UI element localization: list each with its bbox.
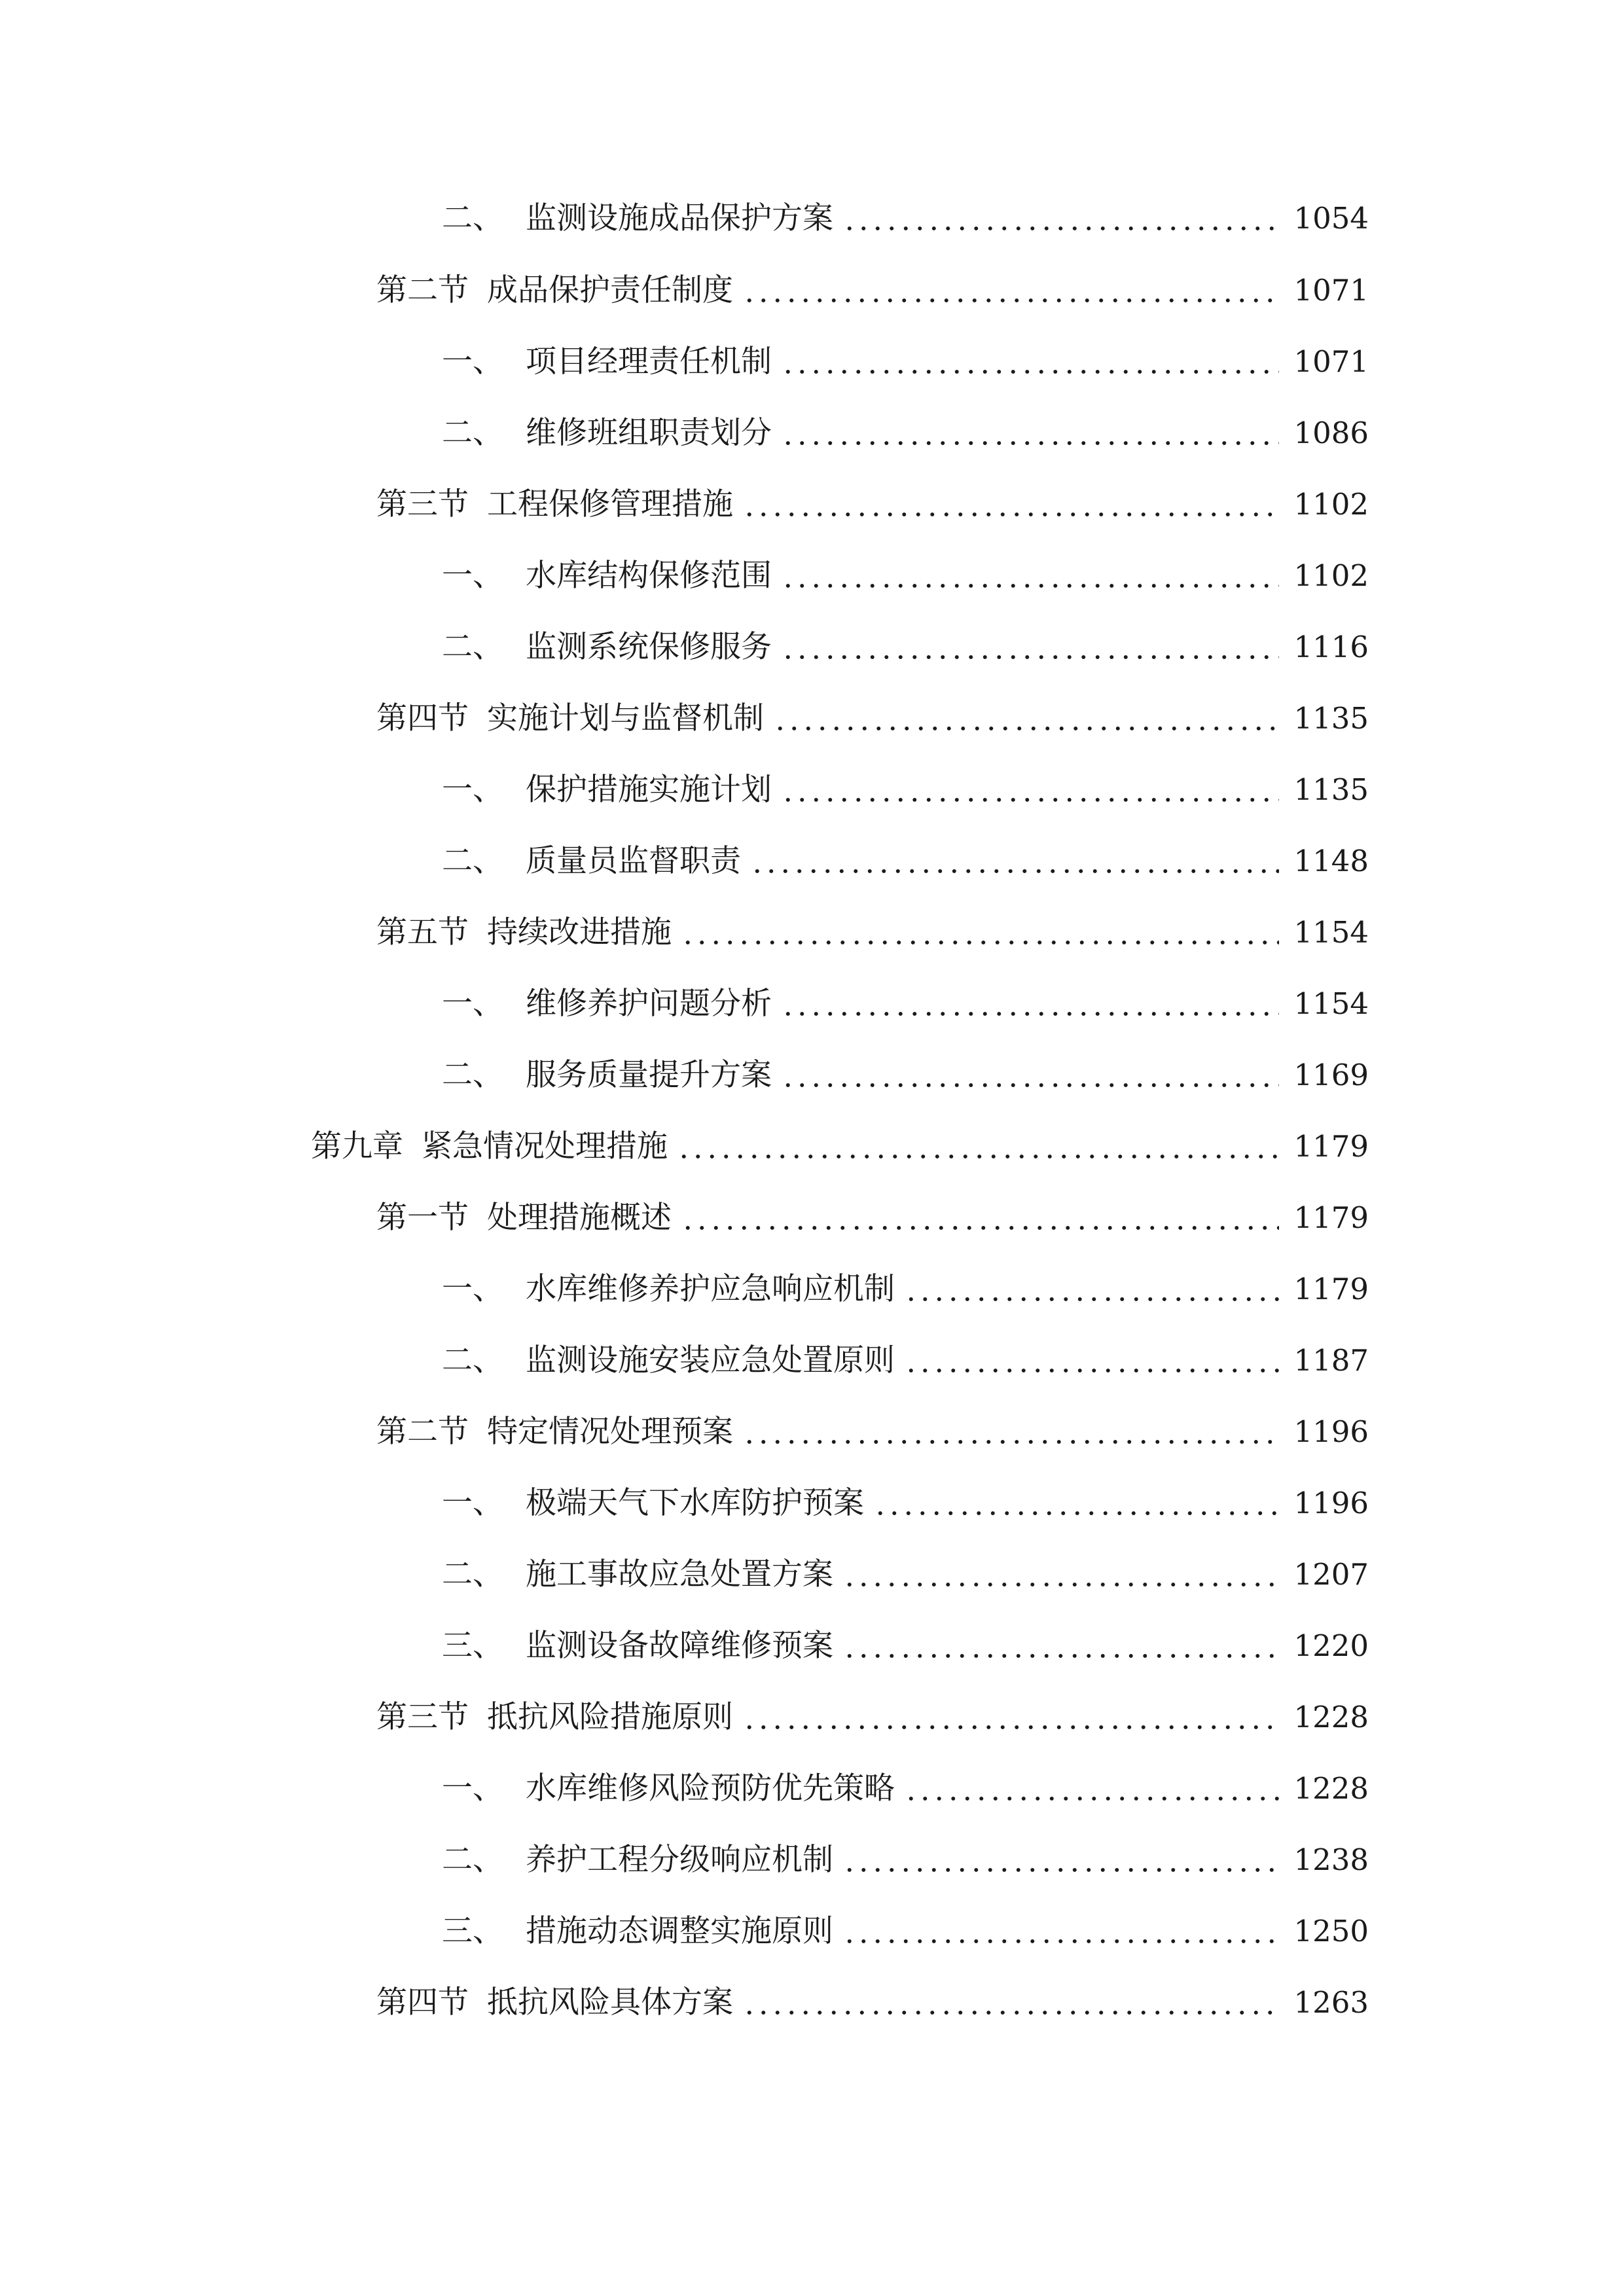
toc-entry-page-number: 1135 (1293, 701, 1369, 736)
dot-leader (781, 582, 1279, 590)
toc-entry-page-number: 1154 (1293, 986, 1369, 1021)
toc-entry-page-number: 1102 (1293, 487, 1369, 522)
toc-entry-number: 二、 (442, 415, 503, 451)
toc-entry-page-number: 1102 (1293, 558, 1369, 593)
toc-entry[interactable] (376, 699, 1369, 738)
toc-entry-title: 抵抗风险措施原则 (487, 1699, 733, 1735)
toc-entry[interactable] (442, 770, 1369, 810)
toc-entry[interactable] (442, 1484, 1369, 1523)
toc-entry-title: 水库维修风险预防优先策略 (526, 1770, 895, 1806)
toc-entry-page-number: 1116 (1293, 630, 1369, 664)
toc-entry-title: 维修养护问题分析 (526, 986, 772, 1022)
toc-entry-page-number: 1179 (1293, 1200, 1369, 1235)
toc-entry-title: 抵抗风险具体方案 (487, 1984, 733, 2020)
toc-entry[interactable] (442, 342, 1369, 382)
dot-leader (742, 511, 1279, 518)
toc-entry-page-number: 1228 (1293, 1771, 1369, 1806)
toc-entry-page-number: 1196 (1293, 1414, 1369, 1449)
dot-leader (681, 939, 1279, 946)
toc-entry-title: 监测设施安装应急处置原则 (526, 1342, 895, 1378)
toc-entry[interactable] (442, 556, 1369, 596)
toc-entry-number: 一、 (442, 558, 503, 594)
toc-entry-title: 工程保修管理措施 (487, 486, 733, 522)
toc-entry[interactable] (376, 1698, 1369, 1737)
toc-entry-title: 监测设施成品保护方案 (526, 200, 833, 236)
toc-entry[interactable] (442, 1912, 1369, 1951)
toc-entry[interactable] (442, 414, 1369, 453)
toc-entry-title: 保护措施实施计划 (526, 772, 772, 808)
dot-leader (842, 1937, 1279, 1945)
toc-entry-number: 第五节 (376, 914, 469, 950)
toc-entry-page-number: 1054 (1293, 201, 1369, 236)
dot-leader (904, 1295, 1279, 1303)
toc-entry-number: 第二节 (376, 1414, 469, 1450)
dot-leader (781, 653, 1279, 661)
dot-leader (781, 368, 1279, 376)
toc-entry-title: 监测设备故障维修预案 (526, 1628, 833, 1664)
dot-leader (842, 1866, 1279, 1874)
toc-entry[interactable] (376, 1412, 1369, 1452)
dot-leader (873, 1509, 1279, 1517)
toc-entry[interactable] (376, 1983, 1369, 2022)
dot-leader (773, 725, 1279, 732)
toc-entry-page-number: 1071 (1293, 344, 1369, 379)
dot-leader (781, 796, 1279, 804)
toc-entry-number: 一、 (442, 344, 503, 380)
toc-entry-number: 二、 (442, 629, 503, 665)
toc-entry[interactable] (442, 842, 1369, 881)
toc-entry-number: 二、 (442, 200, 503, 236)
toc-entry-title: 项目经理责任机制 (526, 344, 772, 380)
toc-entry-number: 一、 (442, 772, 503, 808)
toc-entry-page-number: 1187 (1293, 1343, 1369, 1378)
dot-leader (842, 1581, 1279, 1588)
toc-entry-title: 水库结构保修范围 (526, 558, 772, 594)
toc-entry-page-number: 1148 (1293, 844, 1369, 878)
toc-entry-number: 一、 (442, 1485, 503, 1521)
toc-entry-title: 实施计划与监督机制 (487, 700, 764, 736)
toc-entry-number: 三、 (442, 1628, 503, 1664)
toc-entry-page-number: 1220 (1293, 1628, 1369, 1663)
toc-entry-page-number: 1071 (1293, 273, 1369, 308)
toc-entry-page-number: 1196 (1293, 1486, 1369, 1520)
toc-entry-number: 二、 (442, 1556, 503, 1592)
toc-entry[interactable] (376, 1198, 1369, 1238)
toc-entry-number: 二、 (442, 1842, 503, 1878)
toc-entry-page-number: 1169 (1293, 1058, 1369, 1092)
toc-entry[interactable] (442, 1056, 1369, 1095)
dot-leader (742, 2009, 1279, 2017)
toc-entry[interactable] (442, 1769, 1369, 1808)
dot-leader (781, 439, 1279, 447)
toc-entry-page-number: 1179 (1293, 1129, 1369, 1164)
toc-entry-title: 质量员监督职责 (526, 843, 741, 879)
toc-entry-number: 二、 (442, 843, 503, 879)
toc-entry[interactable] (442, 1626, 1369, 1666)
toc-entry-page-number: 1263 (1293, 1985, 1369, 2020)
toc-entry-title: 服务质量提升方案 (526, 1057, 772, 1093)
toc-entry-page-number: 1179 (1293, 1272, 1369, 1306)
toc-entry-number: 一、 (442, 1271, 503, 1307)
toc-entry-title: 成品保护责任制度 (487, 272, 733, 308)
toc-entry-page-number: 1238 (1293, 1842, 1369, 1877)
toc-entry-page-number: 1250 (1293, 1914, 1369, 1948)
toc-entry-title: 施工事故应急处置方案 (526, 1556, 833, 1592)
dot-leader (750, 867, 1279, 875)
toc-entry-number: 第四节 (376, 700, 469, 736)
dot-leader (681, 1224, 1279, 1232)
toc-entry-page-number: 1154 (1293, 915, 1369, 950)
dot-leader (742, 296, 1279, 304)
dot-leader (904, 1367, 1279, 1374)
toc-entry-title: 水库维修养护应急响应机制 (526, 1271, 895, 1307)
toc-entry[interactable] (442, 199, 1369, 238)
toc-entry-number: 第三节 (376, 486, 469, 522)
toc-entry-title: 监测系统保修服务 (526, 629, 772, 665)
toc-entry-title: 处理措施概述 (487, 1200, 672, 1236)
dot-leader (842, 1652, 1279, 1660)
toc-entry-number: 第四节 (376, 1984, 469, 2020)
toc-entry-title: 持续改进措施 (487, 914, 672, 950)
toc-entry-number: 第一节 (376, 1200, 469, 1236)
dot-leader (904, 1795, 1279, 1803)
toc-entry-title: 养护工程分级响应机制 (526, 1842, 833, 1878)
dot-leader (781, 1081, 1279, 1089)
toc-entry-number: 三、 (442, 1913, 503, 1949)
toc-entry-title: 特定情况处理预案 (487, 1414, 733, 1450)
toc-entry-title: 维修班组职责划分 (526, 415, 772, 451)
toc-entry-number: 一、 (442, 986, 503, 1022)
toc-entry-title: 措施动态调整实施原则 (526, 1913, 833, 1949)
toc-entry[interactable] (442, 1270, 1369, 1309)
toc-entry-number: 一、 (442, 1770, 503, 1806)
toc-entry-page-number: 1135 (1293, 772, 1369, 807)
toc-entry-number: 二、 (442, 1342, 503, 1378)
toc-entry[interactable] (376, 913, 1369, 952)
toc-entry[interactable] (442, 1840, 1369, 1880)
toc-entry[interactable] (442, 1555, 1369, 1594)
toc-entry-chapter[interactable] (311, 1127, 1369, 1166)
toc-entry-number: 二、 (442, 1057, 503, 1093)
toc-entry-number: 第二节 (376, 272, 469, 308)
dot-leader (842, 224, 1279, 232)
dot-leader (742, 1438, 1279, 1446)
dot-leader (742, 1723, 1279, 1731)
toc-entry-number: 第三节 (376, 1699, 469, 1735)
dot-leader (781, 1010, 1279, 1018)
toc-entry[interactable] (442, 1341, 1369, 1380)
toc-entry[interactable] (376, 271, 1369, 310)
toc-entry-page-number: 1086 (1293, 416, 1369, 450)
toc-entry-title: 紧急情况处理措施 (422, 1128, 668, 1164)
toc-entry-number: 第九章 (311, 1128, 403, 1164)
toc-entry-title: 极端天气下水库防护预案 (526, 1485, 864, 1521)
toc-entry-page-number: 1228 (1293, 1700, 1369, 1734)
toc-entry[interactable] (376, 485, 1369, 524)
toc-entry-page-number: 1207 (1293, 1557, 1369, 1592)
toc-entry[interactable] (442, 984, 1369, 1024)
dot-leader (677, 1153, 1279, 1160)
toc-entry[interactable] (442, 628, 1369, 667)
